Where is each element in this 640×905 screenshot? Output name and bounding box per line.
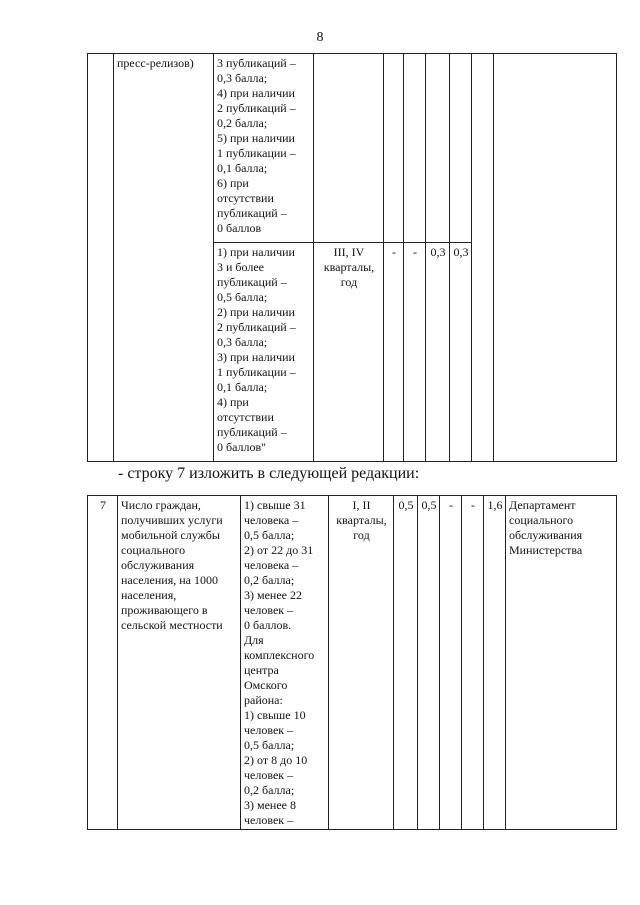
page-number: 8 <box>316 30 324 45</box>
table-row <box>88 496 617 830</box>
value-cell: - <box>462 496 484 830</box>
value-cell <box>404 54 426 243</box>
indicator-name-cell: пресс-релизов) <box>114 54 214 462</box>
value-cell <box>426 54 450 243</box>
total-cell <box>472 54 494 462</box>
criteria-table-continued <box>87 53 617 462</box>
period-cell <box>314 54 384 243</box>
value-cell: 0,5 <box>394 496 418 830</box>
indicator-name-cell: Число граждан, получивших услуги мобильной службы социального обслуживания населения, на 1000 населения, проживающего в сельской местности <box>118 496 241 830</box>
table-row <box>88 54 617 243</box>
criteria-cell: 1) свыше 31 человека – 0,5 балла; 2) от 22 до 31 человека – 0,2 балла; 3) менее 22 человек – 0 баллов. Для комплексного центра Омского района: 1) свыше 10 человек – 0,5 балла; 2) от 8 до 10 человек – 0,2 балла; 3) менее 8 человек – <box>241 496 329 830</box>
value-cell: - <box>384 243 404 462</box>
total-cell: 1,6 <box>484 496 506 830</box>
row-number-cell <box>88 54 114 462</box>
row-number-cell: 7 <box>88 496 118 830</box>
responsible-cell: Департамент социального обслуживания Министерства <box>506 496 617 830</box>
value-cell: 0,3 <box>426 243 450 462</box>
responsible-cell <box>494 54 617 462</box>
value-cell: 0,5 <box>418 496 440 830</box>
value-cell: 0,3 <box>450 243 472 462</box>
criteria-cell: 1) при наличии 3 и более публикаций – 0,5 балла; 2) при наличии 2 публикаций – 0,3 балла; 3) при наличии 1 публикации – 0,1 балла; 4) при отсутствии публикаций – 0 баллов" <box>214 243 314 462</box>
period-cell: III, IV кварталы, год <box>314 243 384 462</box>
criteria-table-row-7 <box>87 495 617 830</box>
criteria-cell: 3 публикаций – 0,3 балла; 4) при наличии 2 публикаций – 0,2 балла; 5) при наличии 1 публикации – 0,1 балла; 6) при отсутствии публикаций – 0 баллов <box>214 54 314 243</box>
value-cell: - <box>404 243 426 462</box>
value-cell: - <box>440 496 462 830</box>
value-cell <box>450 54 472 243</box>
edit-instruction-heading: - строку 7 изложить в следующей редакции: <box>118 465 420 482</box>
value-cell <box>384 54 404 243</box>
period-cell: I, II кварталы, год <box>329 496 394 830</box>
